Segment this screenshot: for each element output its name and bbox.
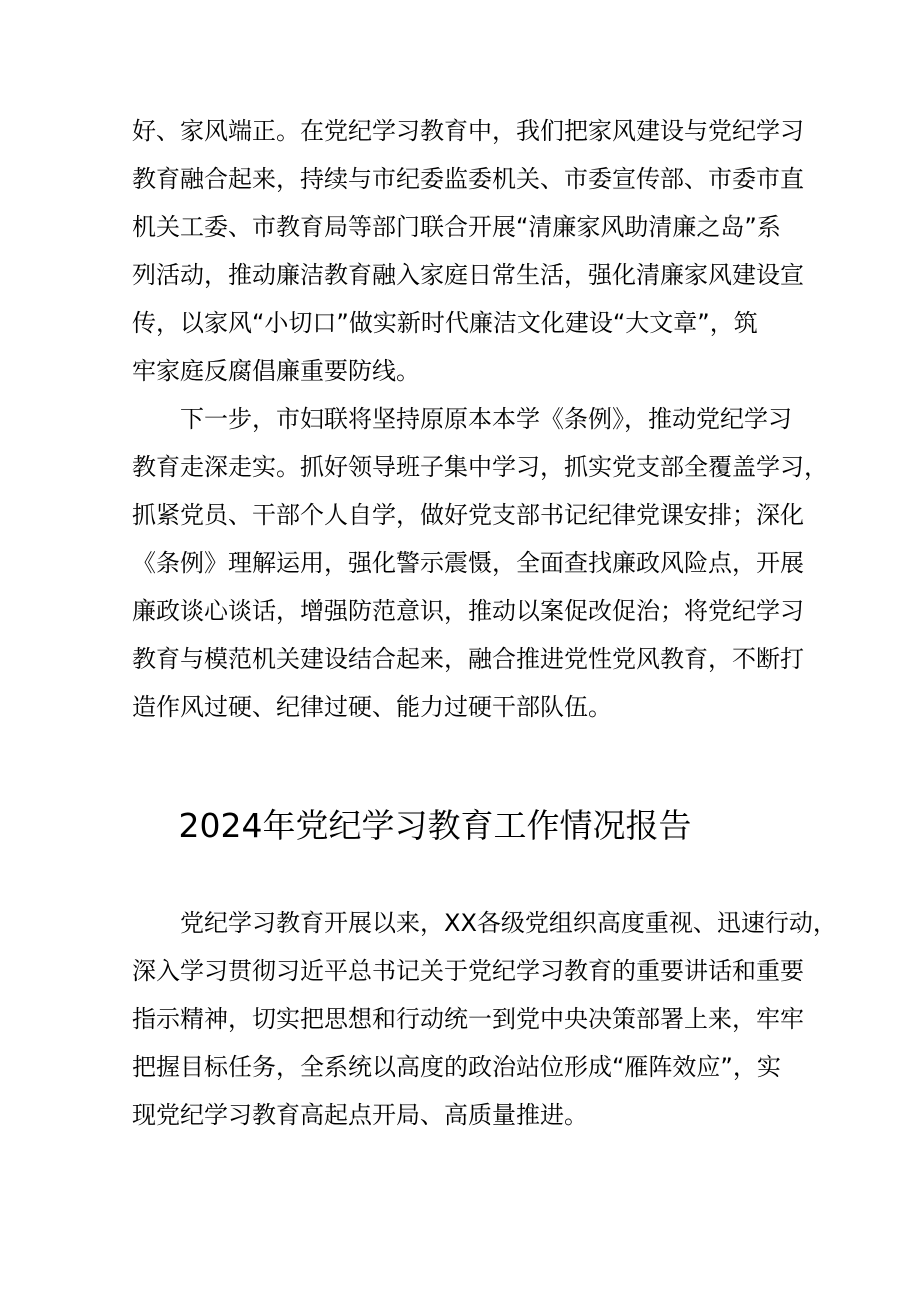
paragraph-line: 下一步，市妇联将坚持原原本本学《条例》，推动党纪学习 bbox=[180, 405, 792, 433]
paragraph-line: 好、家风端正。在党纪学习教育中，我们把家风建设与党纪学习 bbox=[132, 117, 804, 145]
paragraph-line: 指示精神，切实把思想和行动统一到党中央决策部署上来，牢牢 bbox=[132, 1005, 804, 1033]
paragraph-line: 教育走深走实。抓好领导班子集中学习，抓实党支部全覆盖学习， bbox=[132, 453, 828, 481]
paragraph-line: 廉政谈心谈话，增强防范意识，推动以案促改促治；将党纪学习 bbox=[132, 597, 804, 625]
paragraph-line: 《条例》理解运用，强化警示震慑，全面查找廉政风险点，开展 bbox=[132, 549, 804, 577]
paragraph-line: 列活动，推动廉洁教育融入家庭日常生活，强化清廉家风建设宣 bbox=[132, 261, 804, 289]
paragraph-line: 深入学习贯彻习近平总书记关于党纪学习教育的重要讲话和重要 bbox=[132, 957, 804, 985]
paragraph-line: 牢家庭反腐倡廉重要防线。 bbox=[132, 357, 420, 385]
paragraph-line: 机关工委、市教育局等部门联合开展“清廉家风助清廉之岛”系 bbox=[132, 213, 781, 241]
paragraph-next-steps bbox=[132, 395, 828, 731]
paragraph-line: 造作风过硬、纪律过硬、能力过硬干部队伍。 bbox=[132, 693, 612, 721]
paragraph-line: 把握目标任务，全系统以高度的政治站位形成“雁阵效应”，实 bbox=[132, 1053, 781, 1081]
paragraph-line: 抓紧党员、干部个人自学，做好党支部书记纪律党课安排；深化 bbox=[132, 501, 804, 529]
paragraph-line: 教育与模范机关建设结合起来，融合推进党性党风教育，不断打 bbox=[132, 645, 804, 673]
paragraph-line: 传，以家风“小切口”做实新时代廉洁文化建设“大文章”，筑 bbox=[132, 309, 758, 337]
document-title: 2024年党纪学习教育工作情况报告 bbox=[178, 806, 692, 845]
paragraph-line: 党纪学习教育开展以来，XX各级党组织高度重视、迅速行动， bbox=[180, 909, 837, 937]
paragraph-family-style bbox=[132, 107, 812, 395]
paragraph-report-intro bbox=[132, 899, 837, 1139]
paragraph-line: 现党纪学习教育高起点开局、高质量推进。 bbox=[132, 1101, 588, 1129]
paragraph-line: 教育融合起来，持续与市纪委监委机关、市委宣传部、市委市直 bbox=[132, 165, 804, 193]
